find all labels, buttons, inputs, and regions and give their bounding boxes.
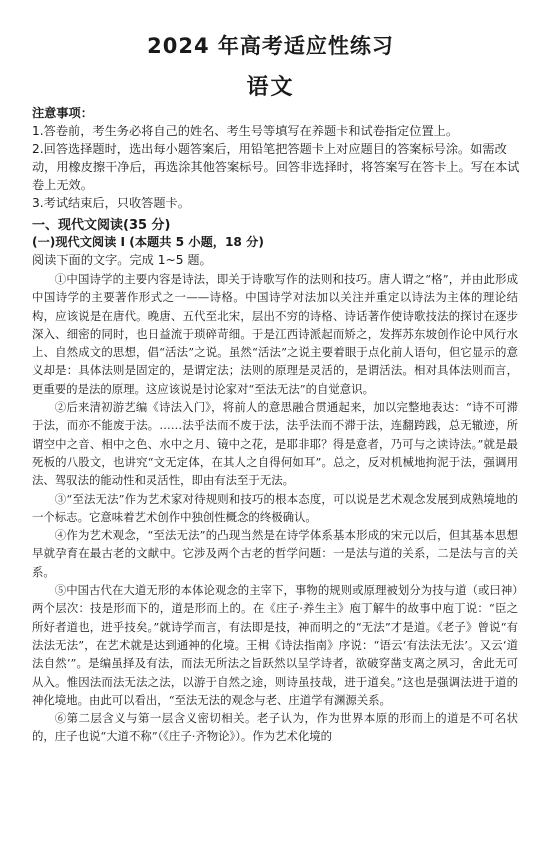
notes-item: 3.考试结束后，只收答题卡。 (32, 196, 190, 210)
passage-paragraph: ⑤中国古代在大道无形的本体论观念的主宰下，事物的规则或原理被划分为技与道（或曰神）两个层次：技是形而下的，道是形而上的。在《庄子·养生主》庖丁解牛的故事中庖丁说：“臣之所好者道也，进乎技矣。”就诗学而言，有法即是技，神而明之的“无法”才是道。《老子》曾说“有法法无法”，在艺术就是达到通神的化境。王楫《诗法指南》序说：“语云‘有法法无法’。又云‘道法自然’”。是编虽择及有法，而法无所法之旨跃然以呈学诗者，欲破穿凿支离之夙习，舍此无可从入。惟因法而法无法之法，以游于自然之途，则诗虽技哉，进于道矣。”这也是强调法进于道的神化境地。由此可以看出，“至法无法的观念与老、庄道学有渊源关系。 (32, 583, 518, 707)
notes-block (32, 104, 524, 212)
exam-title: 2024 年高考适应性练习 (147, 34, 394, 58)
section-heading: 一、现代文阅读(35 分) (32, 218, 171, 233)
section-subheading: (一)现代文阅读 I (本题共 5 小题，18 分) (32, 235, 264, 249)
notes-item: 1.答卷前，考生务必将自己的姓名、考生号等填写在养题卡和试卷指定位置上。 (32, 124, 459, 138)
subject-title: 语文 (246, 75, 295, 100)
passage-body (32, 270, 518, 746)
notes-item: 2.回答选择题时，选出每小题答案后，用铅笔把答题卡上对应题目的答案标号涂。如需改动，用橡皮擦干净后，再选涂其他答案标号。回答非选择时，将答案写在答卡上。写在本试卷上无效。 (32, 142, 520, 192)
passage-paragraph: ①中国诗学的主要内容是诗法，即关于诗歌写作的法则和技巧。唐人谓之“格”，并由此形成中国诗学的主要著作形式之一——诗格。中国诗学对法加以关注并重定以诗法为主体的理论结构，应该说是在唐代。晚唐、五代至北宋，层出不穷的诗格、诗话著作使诗歌技法的探讨在逐步深入、细密的同时，也日益流于琐碎苛细。于是江西诗派起而矫之，发挥苏东坡创作论中风行水上、自然成文的思想，倡“活法”之说。虽然“活法”之说主要着眼于点化前人语句，但它显示的意义却是：具体法则是固定的，是谓定法；法则的原理是灵活的，是谓活法。相对具体法则而言，更重要的是法的原理。这应该说是讨论家对“至法无法”的自觉意识。 (32, 272, 518, 396)
notes-heading: 注意事项： (32, 106, 93, 120)
passage-paragraph: ④作为艺术观念，“至法无法”的凸现当然是在诗学体系基本形成的宋元以后，但其基本思想早就孕育在最古老的文献中。它涉及两个古老的哲学问题：一是法与道的关系，二是法与言的关系。 (32, 528, 518, 579)
passage-paragraph: ②后来清初游艺编《诗法入门》，将前人的意思融合贯通起来，加以完整地表达：“诗不可滞于法，而亦不能废于法。……法乎法而不废于法，法乎法而不滞于法，连翻跨践，总无辙迹，所谓空中之音、相中之色、水中之月、镜中之花，是耶非耶？得是意者，乃可与之读诗法。”就是最死板的八股文，也讲究“文无定体，在其人之自得何如耳”。总之，反对机械地拘泥于法，强调用法、驾驭法的能动性和灵活性，即由有法至于无法。 (32, 400, 518, 488)
passage-paragraph: ③“至法无法”作为艺术家对待规则和技巧的根本态度，可以说是艺术观念发展到成熟境地的一个标志。它意味着艺术创作中独创性概念的终极确认。 (32, 491, 518, 524)
passage-paragraph: ⑥第二层含义与第一层含义密切相关。老子认为，作为世界本原的形而上的道是不可名状的，庄子也说“大道不称”（《庄子·齐物论》）。作为艺术化境的 (32, 711, 518, 744)
reading-instruction: 阅读下面的文字。完成 1~5 题。 (32, 253, 212, 267)
